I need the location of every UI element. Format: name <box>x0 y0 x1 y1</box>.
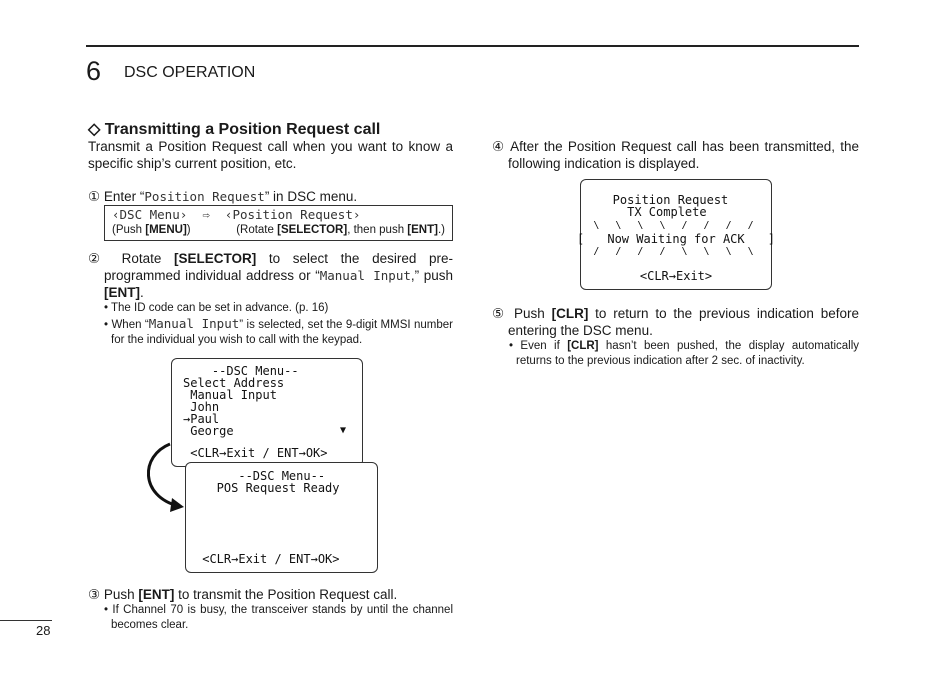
flash-bracket-right: ] <box>767 232 775 246</box>
section-title: ◇ Transmitting a Position Request call <box>88 121 381 138</box>
step-5: ⑤ Push [CLR] to return to the previous indication before entering the DSC menu. <box>492 306 859 338</box>
diamond-icon: ◇ <box>88 121 105 138</box>
lcd-select-address: --DSC Menu-- Select Address Manual Input John →Paul George <CLR→Exit / ENT→OK> ▼ <box>171 358 363 467</box>
step-3: ③ Push [ENT] to transmit the Position Request call. <box>88 587 398 602</box>
curved-arrow-icon <box>140 436 190 516</box>
footer-rule <box>0 620 52 621</box>
flash-text: Now Waiting for ACK <box>607 232 745 246</box>
hint-selector: (Rotate [SELECTOR], then push [ENT].) <box>236 224 445 236</box>
menu-path: ‹DSC Menu› ⇨ ‹Position Request› <box>112 207 361 222</box>
lcd-tx-complete-wrap <box>577 179 775 289</box>
arrow-right-icon: ⇨ <box>202 207 210 222</box>
hint-menu: (Push [MENU]) <box>112 224 191 236</box>
chapter-number: 6 <box>86 56 102 86</box>
step-5-bullet: • Even if [CLR] hasn’t been pushed, the display automatically returns to the previous indication after 2 sec. of inactivity. <box>509 340 860 367</box>
flash-marks-bottom: / / / / \ \ \ \ <box>593 246 759 257</box>
chapter-title: DSC OPERATION <box>124 64 256 81</box>
flash-marks-top: \ \ \ \ / / / / <box>593 220 759 231</box>
lcd-diagram <box>88 358 453 576</box>
step-2: ② Rotate [SELECTOR] to select the desired pre-programmed individual address or “Manual Input,” push [ENT]. <box>88 251 453 300</box>
step-1: ① Enter “Position Request” in DSC menu. <box>88 189 358 204</box>
lcd-pos-request-ready: --DSC Menu-- POS Request Ready <CLR→Exit / ENT→OK> <box>185 462 378 573</box>
step-2-bullet-2: • When “Manual Input” is selected, set the 9-digit MMSI number for the individual you wish to call with the keypad. <box>104 316 453 346</box>
flash-bracket-left: [ <box>577 232 585 246</box>
step-3-bullet: • If Channel 70 is busy, the transceiver stands by until the channel becomes clear. <box>104 604 453 631</box>
right-column <box>492 138 859 369</box>
lcd-tx-complete: Position Request TX Complete \ \ \ \ / / / / Now Waiting for ACK / / / / \ \ \ \ [ ] <CLR→Exit> <box>580 179 772 290</box>
intro-text: Transmit a Position Request call when you want to know a specific ship’s current position, etc. <box>88 139 453 171</box>
header-rule <box>86 45 859 47</box>
scroll-down-icon: ▼ <box>340 425 347 436</box>
left-column <box>88 138 453 633</box>
menu-path-box <box>104 205 453 241</box>
page-number: 28 <box>36 623 51 638</box>
step-4: ④ After the Position Request call has been transmitted, the following indication is displayed. <box>492 139 859 171</box>
step-2-bullet-1: • The ID code can be set in advance. (p. 16) <box>104 302 329 314</box>
